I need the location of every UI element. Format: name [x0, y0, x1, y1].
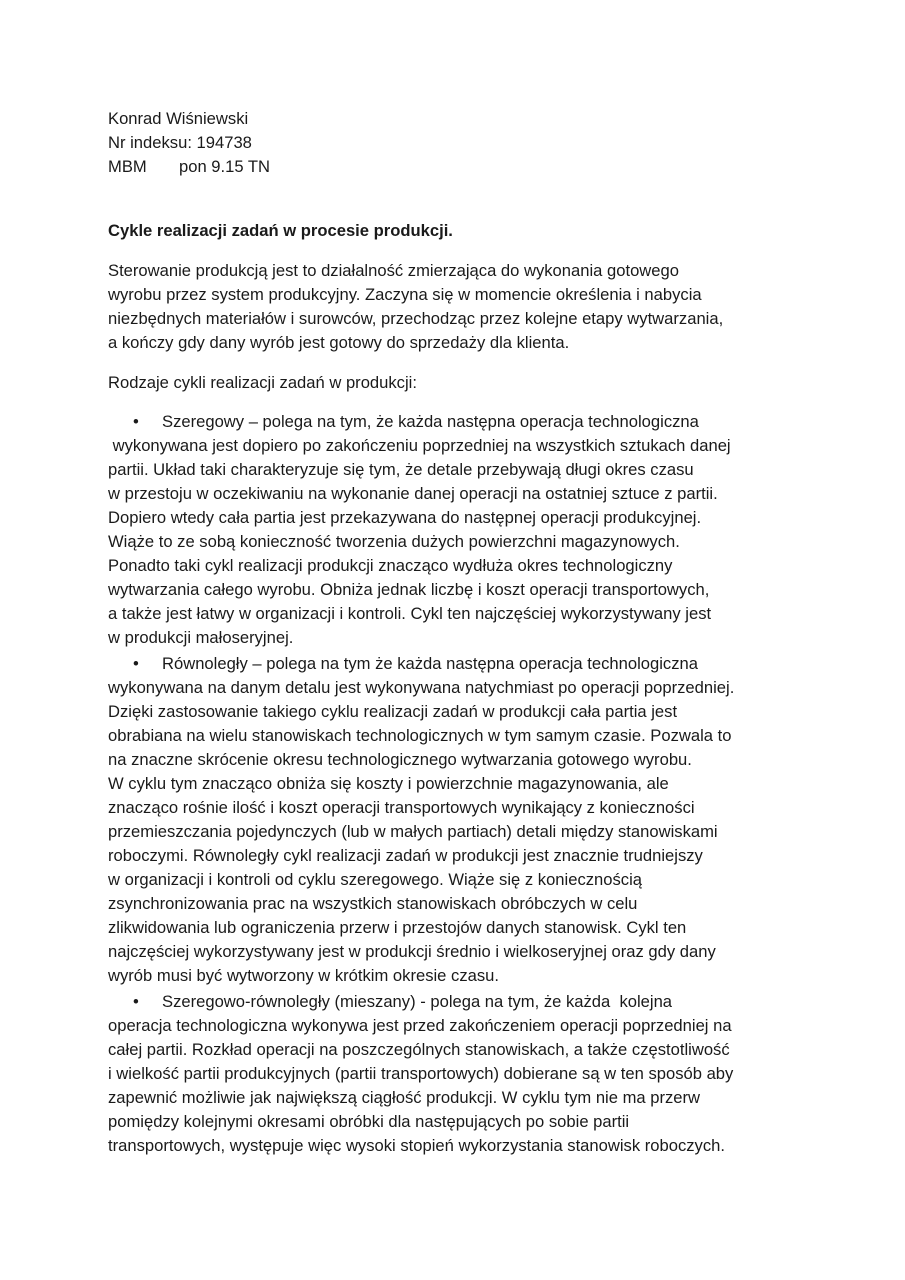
bullet-first-line: Szeregowo-równoległy (mieszany) - polega na tym, że każda kolejna	[162, 992, 673, 1011]
bullet-line: transportowych, występuje więc wysoki stopień wykorzystania stanowisk roboczych.	[108, 1136, 725, 1155]
bullet-line: Ponadto taki cykl realizacji produkcji znacząco wydłuża okres technologiczny	[108, 556, 673, 575]
bullet-line: w produkcji małoseryjnej.	[108, 628, 294, 647]
bullet-line: wykonywana jest dopiero po zakończeniu poprzedniej na wszystkich sztukach danej	[108, 436, 731, 455]
bullet-line: wyrób musi być wytworzony w krótkim okresie czasu.	[108, 966, 499, 985]
intro-line: niezbędnych materiałów i surowców, przechodząc przez kolejne etapy wytwarzania,	[108, 309, 724, 328]
bullet-marker: •	[133, 992, 139, 1011]
bullet-line: partii. Układ taki charakteryzuje się tym, że detale przebywają długi okres czasu	[108, 460, 694, 479]
bullet-line: znacząco rośnie ilość i koszt operacji transportowych wynikający z konieczności	[108, 798, 695, 817]
bullet-line: roboczymi. Równoległy cykl realizacji zadań w produkcji jest znacznie trudniejszy	[108, 846, 703, 865]
bullet-line: a także jest łatwy w organizacji i kontroli. Cykl ten najczęściej wykorzystywany jest	[108, 604, 712, 623]
bullet-line: Wiąże to ze sobą konieczność tworzenia dużych powierzchni magazynowych.	[108, 532, 680, 551]
bullet-line: wytwarzania całego wyrobu. Obniża jednak liczbę i koszt operacji transportowych,	[108, 580, 710, 599]
bullet-line: pomiędzy kolejnymi okresami obróbki dla następujących po sobie partii	[108, 1112, 630, 1131]
bullet-line: w organizacji i kontroli od cyklu szeregowego. Wiąże się z koniecznością	[108, 870, 643, 889]
bullet-line: w przestoju w oczekiwaniu na wykonanie danej operacji na ostatniej sztuce z partii.	[108, 484, 718, 503]
bullet-first-line: Szeregowy – polega na tym, że każda następna operacja technologiczna	[162, 412, 699, 431]
bullet-line: przemieszczania pojedynczych (lub w małych partiach) detali między stanowiskami	[108, 822, 718, 841]
author-name: Konrad Wiśniewski	[108, 109, 249, 128]
bullet-line: całej partii. Rozkład operacji na poszczególnych stanowiskach, a także częstotliwość	[108, 1040, 730, 1059]
course-info: MBM pon 9.15 TN	[108, 157, 271, 176]
student-index: Nr indeksu: 194738	[108, 133, 252, 152]
intro-line: wyrobu przez system produkcyjny. Zaczyna się w momencie określenia i nabycia	[108, 285, 702, 304]
bullet-marker: •	[133, 412, 139, 431]
bullet-line: obrabiana na wielu stanowiskach technologicznych w tym samym czasie. Pozwala to	[108, 726, 732, 745]
bullet-line: zsynchronizowania prac na wszystkich stanowiskach obróbczych w celu	[108, 894, 638, 913]
bullet-first-line: Równoległy – polega na tym że każda następna operacja technologiczna	[162, 654, 698, 673]
document-title: Cykle realizacji zadań w procesie produkcji.	[108, 221, 453, 240]
bullet-line: Dopiero wtedy cała partia jest przekazywana do następnej operacji produkcyjnej.	[108, 508, 702, 527]
bullet-marker: •	[133, 654, 139, 673]
bullet-line: operacja technologiczna wykonywa jest przed zakończeniem operacji poprzedniej na	[108, 1016, 732, 1035]
bullet-line: zapewnić możliwie jak największą ciągłość produkcji. W cyklu tym nie ma przerw	[108, 1088, 701, 1107]
bullet-line: Dzięki zastosowanie takiego cyklu realizacji zadań w produkcji cała partia jest	[108, 702, 678, 721]
bullet-line: i wielkość partii produkcyjnych (partii transportowych) dobierane są w ten sposób aby	[108, 1064, 734, 1083]
bullet-line: W cyklu tym znacząco obniża się koszty i powierzchnie magazynowania, ale	[108, 774, 669, 793]
intro-line: a kończy gdy dany wyrób jest gotowy do sprzedaży dla klienta.	[108, 333, 570, 352]
bullet-line: wykonywana na danym detalu jest wykonywana natychmiast po operacji poprzedniej.	[108, 678, 735, 697]
section-heading: Rodzaje cykli realizacji zadań w produkcji:	[108, 373, 417, 392]
bullet-line: najczęściej wykorzystywany jest w produkcji średnio i wielkoseryjnej oraz gdy dany	[108, 942, 716, 961]
bullet-line: zlikwidowania lub ograniczenia przerw i przestojów danych stanowisk. Cykl ten	[108, 918, 687, 937]
intro-line: Sterowanie produkcją jest to działalność zmierzająca do wykonania gotowego	[108, 261, 679, 280]
bullet-line: na znaczne skrócenie okresu technologicznego wytwarzania gotowego wyrobu.	[108, 750, 692, 769]
